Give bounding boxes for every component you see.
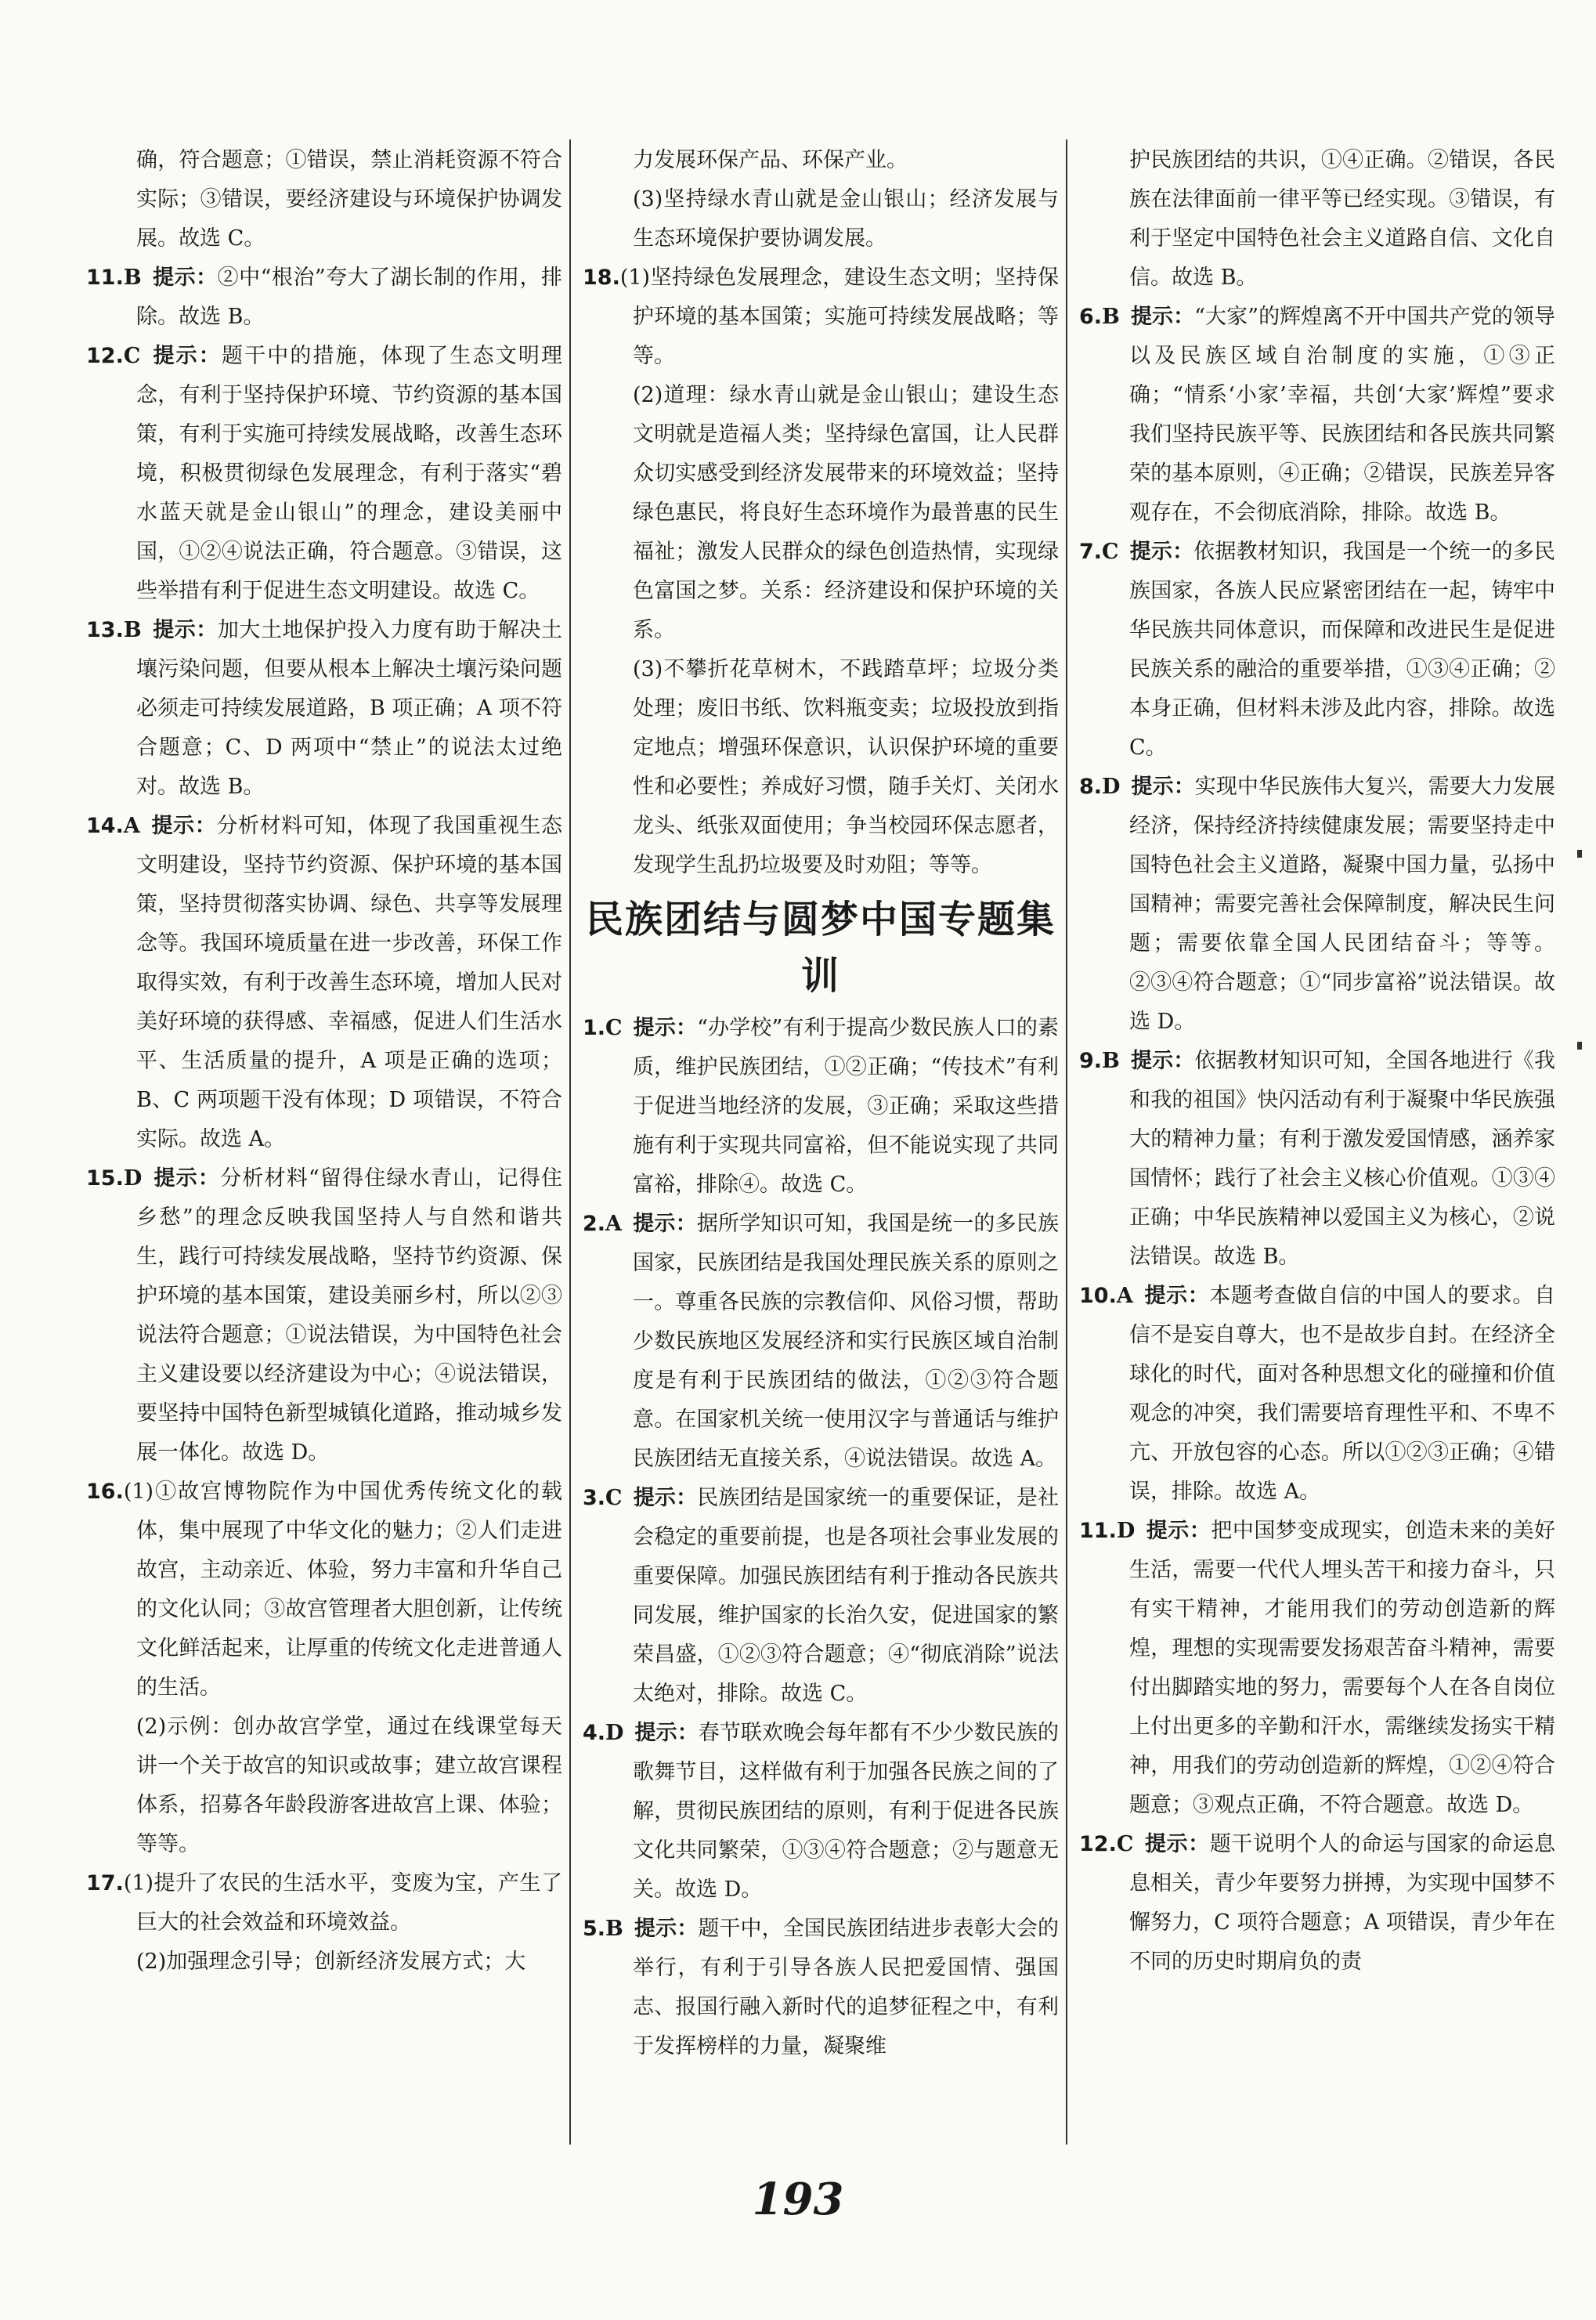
continued-answer-text: 力发展环保产品、环保产业。 xyxy=(633,148,908,172)
page-number: 193 xyxy=(752,2174,844,2225)
answer-item-18: 18.(1)坚持绿色发展理念，建设生态文明；坚持保护环境的基本国策；实施可持续发展战略；等等。 xyxy=(583,266,1059,368)
answer-subpart: (3)不攀折花草树木，不践踏草坪；垃圾分类处理；废旧书纸、饮料瓶变卖；垃圾投放到指定地点；增强环保意识，认识保护环境的重要性和必要性；养成好习惯，随手关灯、关闭水龙头、纸张双面使用；争当校园环保志愿者，发现学生乱扔垃圾要及时劝阻；等等。 xyxy=(633,657,1059,877)
answer-subpart: (3)坚持绿水青山就是金山银山；经济发展与生态环境保护要协调发展。 xyxy=(633,187,1059,251)
answer-subpart: (2)道理：绿水青山就是金山银山；建设生态文明就是造福人类；坚持绿色富国，让人民群众切实感受到经济发展带来的环境效益；坚持绿色惠民，将良好生态环境作为最普惠的民生福祉；激发人民群众的绿色创造热情，实现绿色富国之梦。关系：经济建设和保护环境的关系。 xyxy=(633,383,1059,642)
answer-item: 12.C 提示：题干说明个人的命运与国家的命运息息相关，青少年要努力拼搏，为实现中国梦不懈努力，C 项符合题意；A 项错误，青少年在不同的历史时期肩负的责 xyxy=(1079,1832,1555,1974)
answer-item: 12.C 提示：题干中的措施，体现了生态文明理念，有利于坚持保护环境、节约资源的基本国策，有利于实施可持续发展战略，改善生态环境，积极贯彻绿色发展理念，有利于落实“碧水蓝天就是金山银山”的理念，建设美丽中国，①②④说法正确，符合题意。③错误，这些举措有利于促进生态文明建设。故选 C。 xyxy=(86,344,562,603)
continued-answer-text: 护民族团结的共识，①④正确。②错误，各民族在法律面前一律平等已经实现。③错误，有利于坚定中国特色社会主义道路自信、文化自信。故选 B。 xyxy=(1129,148,1555,290)
answer-item: 15.D 提示：分析材料“留得住绿水青山，记得住乡愁”的理念反映我国坚持人与自然和谐共生，践行可持续发展战略，坚持节约资源、保护环境的基本国策，建设美丽乡村，所以②③说法符合题意；①说法错误，为中国特色社会主义建设要以经济建设为中心；④说法错误，要坚持中国特色新型城镇化道路，推动城乡发展一体化。故选 D。 xyxy=(86,1166,562,1465)
section-title: 民族团结与圆梦中国专题集训 xyxy=(585,898,1056,998)
answer-item-17: 17.(1)提升了农民的生活水平，变废为宝，产生了巨大的社会效益和环境效益。 xyxy=(86,1871,562,1935)
answer-item: 14.A 提示：分析材料可知，体现了我国重视生态文明建设，坚持节约资源、保护环境的基本国策，坚持贯彻落实协调、绿色、共享等发展理念等。我国环境质量在进一步改善，环保工作取得实效，有利于改善生态环境，增加人民对美好环境的获得感、幸福感，促进人们生活水平、生活质量的提升，A 项是正确的选项；B、C 两项题干没有体现；D 项错误，不符合实际。故选 A。 xyxy=(86,814,562,1151)
answer-item: 8.D 提示：实现中华民族伟大复兴，需要大力发展经济，保持经济持续健康发展；需要坚持走中国特色社会主义道路，凝聚中国力量，弘扬中国精神；需要完善社会保障制度，解决民生问题；需要依靠全国人民团结奋斗；等等。②③④符合题意；①“同步富裕”说法错误。故选 D。 xyxy=(1079,775,1555,1034)
answer-item: 11.B 提示：②中“根治”夸大了湖长制的作用，排除。故选 B。 xyxy=(86,266,562,329)
column-divider xyxy=(569,139,571,2145)
middle-column xyxy=(583,141,1059,2146)
answer-item: 5.B 提示：题干中，全国民族团结进步表彰大会的举行，有利于引导各族人民把爱国情、强国志、报国行融入新时代的追梦征程之中，有利于发挥榜样的力量，凝聚维 xyxy=(583,1917,1059,2058)
answer-item: 1.C 提示：“办学校”有利于提高少数民族人口的素质，维护民族团结，①②正确；“传技术”有利于促进当地经济的发展，③正确；采取这些措施有利于实现共同富裕，但不能说实现了共同富裕，排除④。故选 C。 xyxy=(583,1016,1059,1197)
answer-item: 6.B 提示：“大家”的辉煌离不开中国共产党的领导以及民族区域自治制度的实施，①③正确；“情系‘小家’幸福，共创‘大家’辉煌”要求我们坚持民族平等、民族团结和各民族共同繁荣的基本原则，④正确；②错误，民族差异客观存在，不会彻底消除，排除。故选 B。 xyxy=(1079,305,1555,525)
answer-subpart: (2)加强理念引导；创新经济发展方式；大 xyxy=(136,1950,526,1974)
answer-item: 2.A 提示：据所学知识可知，我国是统一的多民族国家，民族团结是我国处理民族关系的原则之一。尊重各民族的宗教信仰、风俗习惯，帮助少数民族地区发展经济和实行民族区域自治制度是有利于民族团结的做法，①②③符合题意。在国家机关统一使用汉字与普通话与维护民族团结无直接关系，④说法错误。故选 A。 xyxy=(583,1212,1059,1471)
answer-item: 13.B 提示：加大土地保护投入力度有助于解决土壤污染问题，但要从根本上解决土壤污染问题必须走可持续发展道路，B 项正确；A 项不符合题意；C、D 两项中“禁止”的说法太过绝对。故选 B。 xyxy=(86,618,562,799)
answer-item: 7.C 提示：依据教材知识，我国是一个统一的多民族国家，各族人民应紧密团结在一起，铸牢中华民族共同体意识，而保障和改进民生是促进民族关系的融洽的重要举措，①③④正确；②本身正确，但材料未涉及此内容，排除。故选 C。 xyxy=(1079,540,1555,760)
margin-mark xyxy=(1577,850,1582,858)
answer-item: 11.D 提示：把中国梦变成现实，创造未来的美好生活，需要一代代人埋头苦干和接力奋斗，只有实干精神，才能用我们的劳动创造新的辉煌，理想的实现需要发扬艰苦奋斗精神，需要付出脚踏实地的努力，需要每个人在各自岗位上付出更多的辛勤和汗水，需继续发扬实干精神，用我们的劳动创造新的辉煌，①②④符合题意；③观点正确，不符合题意。故选 D。 xyxy=(1079,1519,1555,1817)
column-divider xyxy=(1066,139,1067,2145)
answer-item: 10.A 提示：本题考查做自信的中国人的要求。自信不是妄自尊大，也不是故步自封。在经济全球化的时代，面对各种思想文化的碰撞和价值观念的冲突，我们需要培育理性平和、不卑不亢、开放包容的心态。所以①②③正确；④错误，排除。故选 A。 xyxy=(1079,1284,1555,1504)
left-column xyxy=(86,141,562,2146)
answer-item-16: 16.(1)①故宫博物院作为中国优秀传统文化的载体，集中展现了中华文化的魅力；②人们走进故宫，主动亲近、体验，努力丰富和升华自己的文化认同；③故宫管理者大胆创新，让传统文化鲜活起来，让厚重的传统文化走进普通人的生活。 xyxy=(86,1480,562,1700)
continued-answer-text: 确，符合题意；①错误，禁止消耗资源不符合实际；③错误，要经济建设与环境保护协调发展。故选 C。 xyxy=(136,148,562,251)
answer-subpart: (2)示例：创办故宫学堂，通过在线课堂每天讲一个关于故宫的知识或故事；建立故宫课程体系，招募各年龄段游客进故宫上课、体验；等等。 xyxy=(136,1715,562,1856)
answer-item: 4.D 提示：春节联欢晚会每年都有不少少数民族的歌舞节目，这样做有利于加强各民族之间的了解，贯彻民族团结的原则，有利于促进各民族文化共同繁荣，①③④符合题意；②与题意无关。故选 D。 xyxy=(583,1721,1059,1902)
answer-item: 9.B 提示：依据教材知识可知，全国各地进行《我和我的祖国》快闪活动有利于凝聚中华民族强大的精神力量；有利于激发爱国情感，涵养家国情怀；践行了社会主义核心价值观。①③④正确；中华民族精神以爱国主义为核心，②说法错误。故选 B。 xyxy=(1079,1049,1555,1269)
answer-item: 3.C 提示：民族团结是国家统一的重要保证，是社会稳定的重要前提，也是各项社会事业发展的重要保障。加强民族团结有利于推动各民族共同发展，维护国家的长治久安，促进国家的繁荣昌盛，①②③符合题意；④“彻底消除”说法太绝对，排除。故选 C。 xyxy=(583,1486,1059,1706)
right-column xyxy=(1079,141,1555,2146)
margin-mark xyxy=(1577,1042,1582,1050)
